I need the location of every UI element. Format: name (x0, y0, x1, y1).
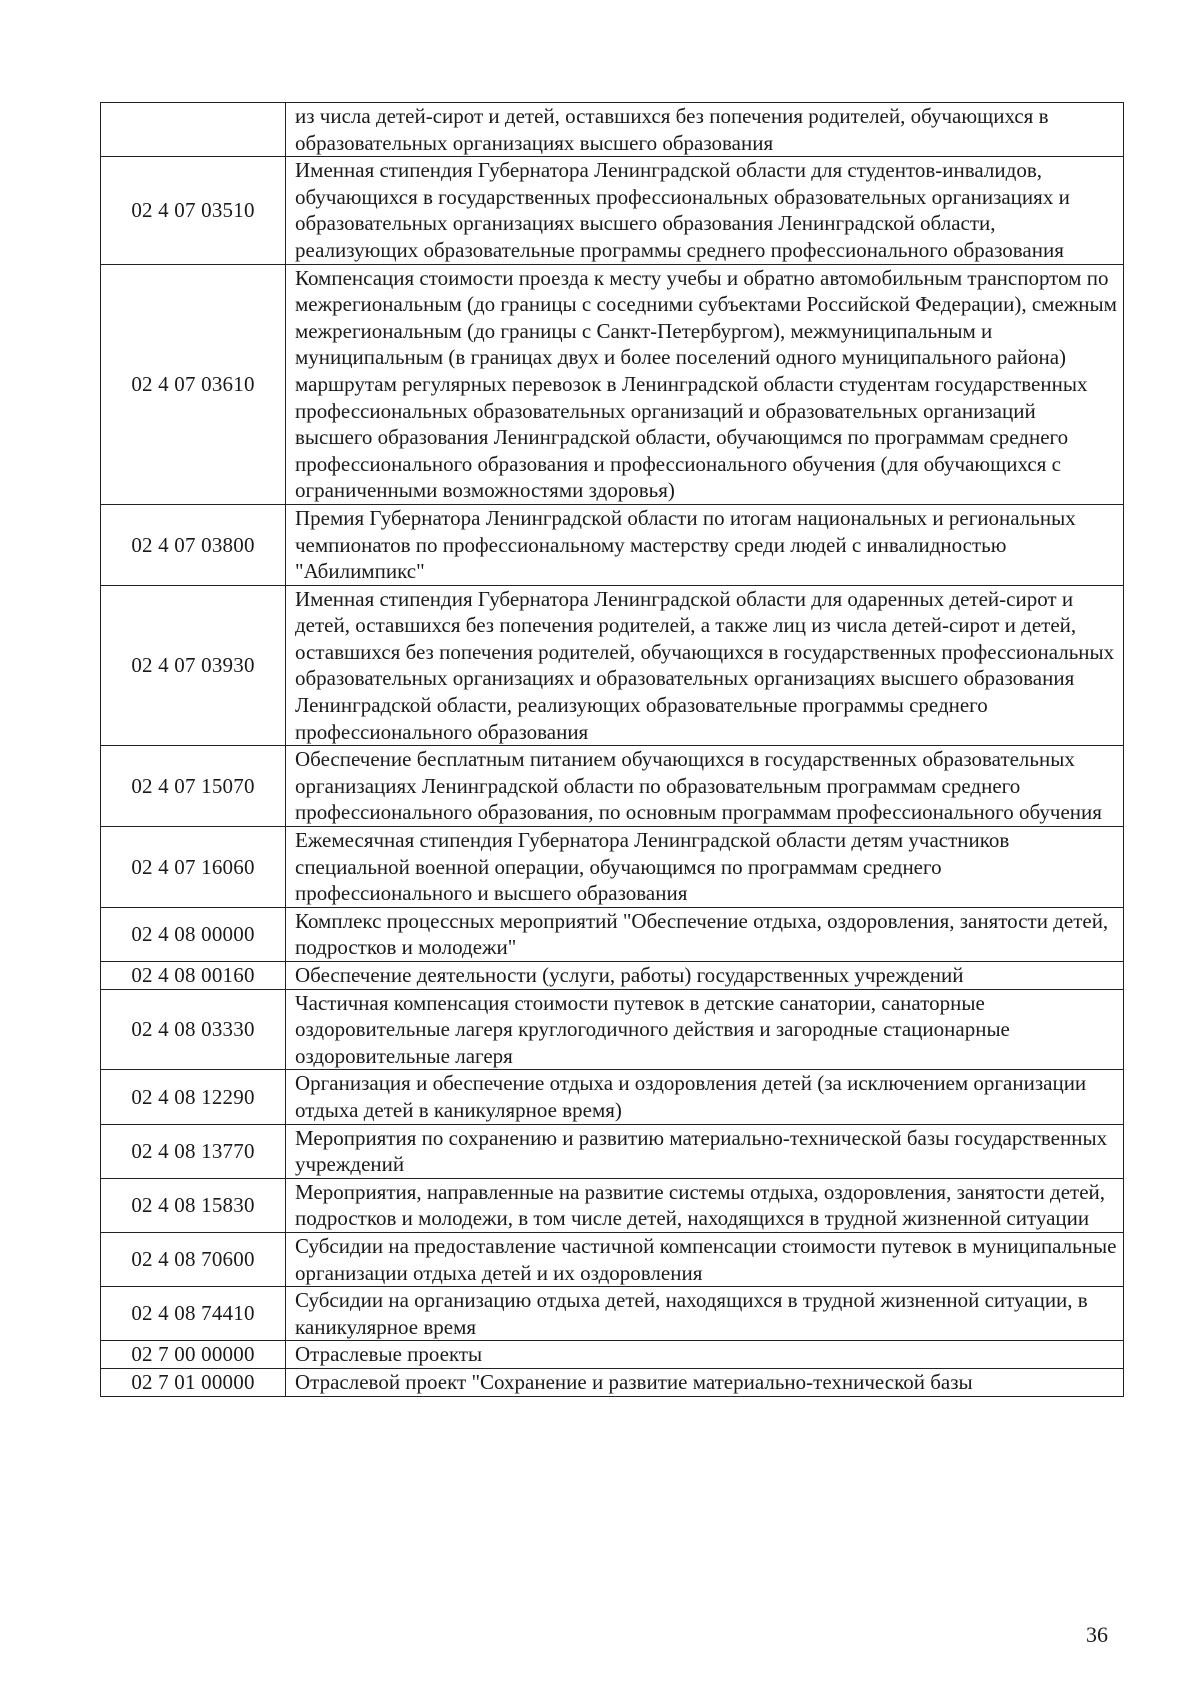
row-description: Ежемесячная стипендия Губернатора Ленинградской области детям участников специальной военной операции, обучающимся по программам среднего профессионального и высшего образования (286, 827, 1124, 908)
row-code: 02 4 07 03510 (101, 157, 286, 264)
row-code: 02 4 07 03800 (101, 504, 286, 585)
table-row (101, 907, 1124, 961)
row-code: 02 4 07 16060 (101, 827, 286, 908)
row-description: Комплекс процессных мероприятий "Обеспечение отдыха, оздоровления, занятости детей, подростков и молодежи" (286, 907, 1124, 961)
row-description: Мероприятия, направленные на развитие системы отдыха, оздоровления, занятости детей, подростков и молодежи, в том числе детей, находящихся в трудной жизненной ситуации (286, 1178, 1124, 1232)
table-row (101, 1368, 1124, 1396)
table-row (101, 1124, 1124, 1178)
row-description: Именная стипендия Губернатора Ленинградской области для одаренных детей-сирот и детей, оставшихся без попечения родителей, а также лиц из числа детей-сирот и детей, оставшихся без попечения родителей, обучающихся в государственных профессиональных образовательных организациях и образовательных организациях высшего образования Ленинградской области, реализующих образовательные программы среднего профессионального образования (286, 585, 1124, 746)
table-row (101, 962, 1124, 990)
row-code: 02 4 07 15070 (101, 746, 286, 827)
table-row (101, 746, 1124, 827)
row-code: 02 4 07 03930 (101, 585, 286, 746)
row-code: 02 4 07 03610 (101, 264, 286, 504)
row-description: Именная стипендия Губернатора Ленинградской области для студентов-инвалидов, обучающихся в государственных профессиональных образовательных организациях и образовательных организациях высшего образования Ленинградской области, реализующих образовательные программы среднего профессионального образования (286, 157, 1124, 264)
row-description: из числа детей-сирот и детей, оставшихся без попечения родителей, обучающихся в образовательных организациях высшего образования (286, 103, 1124, 157)
table-body (101, 103, 1124, 1397)
row-code: 02 4 08 70600 (101, 1232, 286, 1286)
table-row (101, 1341, 1124, 1369)
row-code: 02 4 08 00000 (101, 907, 286, 961)
table-row (101, 989, 1124, 1070)
row-code: 02 4 08 03330 (101, 989, 286, 1070)
row-code: 02 4 08 74410 (101, 1287, 286, 1341)
row-description: Премия Губернатора Ленинградской области по итогам национальных и региональных чемпионатов по профессиональному мастерству среди людей с инвалидностью "Абилимпикс" (286, 504, 1124, 585)
table-row (101, 1178, 1124, 1232)
table-row (101, 103, 1124, 157)
row-code: 02 4 08 12290 (101, 1070, 286, 1124)
row-description: Обеспечение бесплатным питанием обучающихся в государственных образовательных организациях Ленинградской области по образовательным программам среднего профессионального образования, по основным программам профессионального обучения (286, 746, 1124, 827)
row-code: 02 4 08 13770 (101, 1124, 286, 1178)
row-description: Мероприятия по сохранению и развитию материально-технической базы государственных учреждений (286, 1124, 1124, 1178)
table-row (101, 157, 1124, 264)
row-description: Частичная компенсация стоимости путевок в детские санатории, санаторные оздоровительные лагеря круглогодичного действия и загородные стационарные оздоровительные лагеря (286, 989, 1124, 1070)
row-description: Отраслевые проекты (286, 1341, 1124, 1369)
row-code: 02 4 08 00160 (101, 962, 286, 990)
table-row (101, 585, 1124, 746)
table-row (101, 1232, 1124, 1286)
table-row (101, 1070, 1124, 1124)
table-row (101, 827, 1124, 908)
row-description: Субсидии на предоставление частичной компенсации стоимости путевок в муниципальные организации отдыха детей и их оздоровления (286, 1232, 1124, 1286)
row-code (101, 103, 286, 157)
row-code: 02 7 00 00000 (101, 1341, 286, 1369)
table-row (101, 504, 1124, 585)
page-number: 36 (1086, 1622, 1108, 1647)
row-code: 02 4 08 15830 (101, 1178, 286, 1232)
row-description: Отраслевой проект "Сохранение и развитие материально-технической базы (286, 1368, 1124, 1396)
row-description: Компенсация стоимости проезда к месту учебы и обратно автомобильным транспортом по межрегиональным (до границы с соседними субъектами Российской Федерации), смежным межрегиональным (до границы с Санкт-Петербургом), межмуниципальным и муниципальным (в границах двух и более поселений одного муниципального района) маршрутам регулярных перевозок в Ленинградской области студентам государственных профессиональных образовательных организаций и образовательных организаций высшего образования Ленинградской области, обучающимся по программам среднего профессионального образования и профессионального обучения (для обучающихся с ограниченными возможностями здоровья) (286, 264, 1124, 504)
budget-classification-table (100, 102, 1124, 1397)
table-row (101, 264, 1124, 504)
row-description: Организация и обеспечение отдыха и оздоровления детей (за исключением организации отдыха детей в каникулярное время) (286, 1070, 1124, 1124)
row-description: Обеспечение деятельности (услуги, работы) государственных учреждений (286, 962, 1124, 990)
row-description: Субсидии на организацию отдыха детей, находящихся в трудной жизненной ситуации, в каникулярное время (286, 1287, 1124, 1341)
row-code: 02 7 01 00000 (101, 1368, 286, 1396)
table-row (101, 1287, 1124, 1341)
